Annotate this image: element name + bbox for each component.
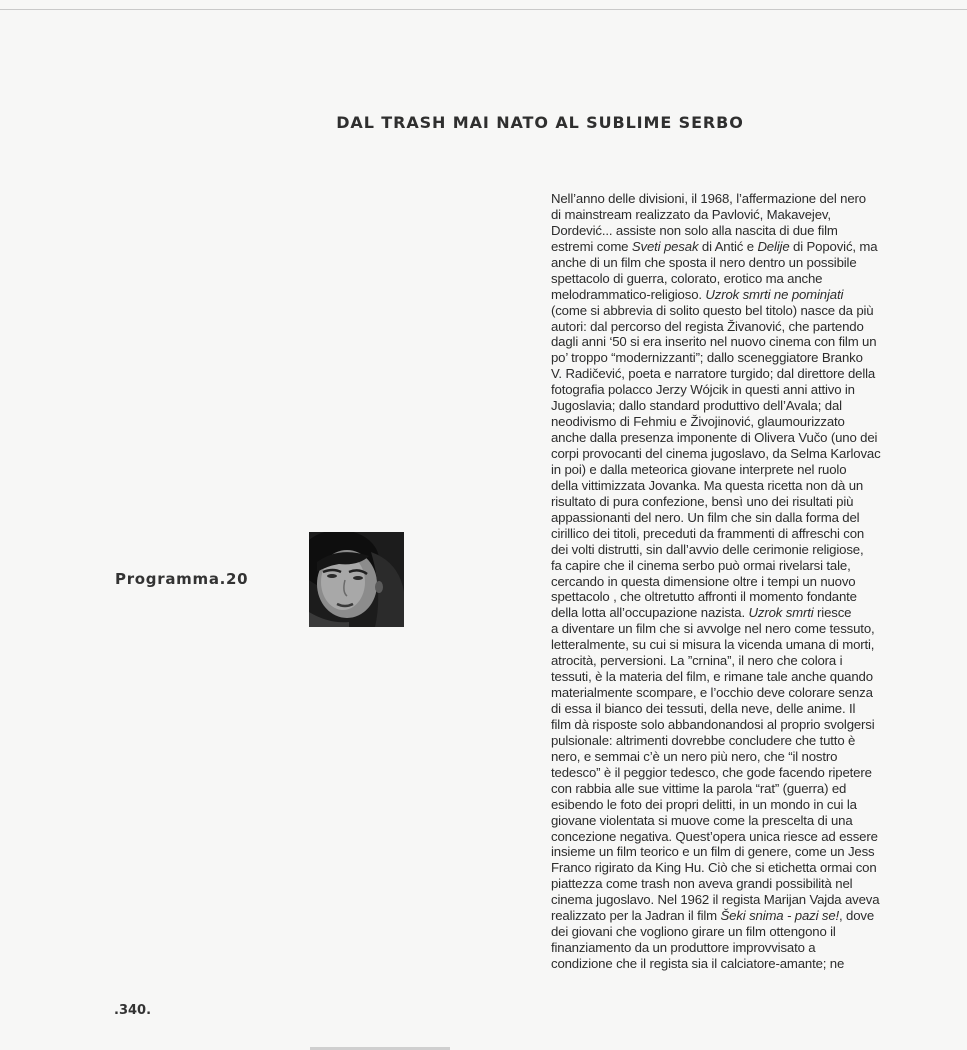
text-run: dagli anni ‘50 si era inserito nel nuovo cinema con film un	[551, 334, 877, 350]
text-run: insieme un film teorico e un film di genere, come un Jess	[551, 844, 875, 860]
text-run: spettacolo di guerra, colorato, erotico ma anche	[551, 270, 823, 286]
body-line	[551, 255, 896, 271]
body-line	[551, 637, 896, 653]
text-run: della vittimizzata Jovanka. Ma questa ricetta non dà un	[551, 477, 864, 493]
text-run: cercando in questa dimensione oltre i tempi un nuovo	[551, 573, 856, 589]
text-run: (come si abbrevia di solito questo bel titolo) nasce da più	[551, 302, 874, 318]
body-line	[551, 685, 896, 701]
text-run: giovane violentata si muove come la prescelta di una	[551, 812, 853, 828]
text-run: nero, e semmai c’è un nero più nero, che “il nostro	[551, 748, 838, 764]
body-line	[551, 223, 896, 239]
body-line	[551, 749, 896, 765]
text-run: piattezza come trash non aveva grandi possibilità nel	[551, 876, 853, 892]
body-line	[551, 430, 896, 446]
text-run: condizione che il regista sia il calciatore-amante; ne	[551, 956, 845, 971]
body-line	[551, 239, 896, 255]
body-line	[551, 319, 896, 335]
text-run: , dove	[839, 908, 875, 924]
body-line	[551, 844, 896, 860]
text-run: spettacolo , che oltretutto affronti il momento fondante	[551, 589, 857, 605]
body-line	[551, 191, 896, 207]
text-run: in poi) e dalla meteorica giovane interprete nel ruolo	[551, 461, 847, 477]
body-line	[551, 558, 896, 574]
program-label: Programma.20	[115, 570, 249, 588]
text-run: con rabbia alle sue vittime la parola “rat” (guerra) ed	[551, 780, 847, 796]
text-run: melodrammatico-religioso.	[551, 286, 706, 302]
article-body	[551, 191, 896, 972]
body-line	[551, 797, 896, 813]
page-number: .340.	[114, 1003, 152, 1018]
italic-title-run: Uzrok smrti	[748, 605, 814, 621]
text-run: film dà risposte solo abbandonandosi al proprio svolgersi	[551, 716, 875, 732]
body-line	[551, 765, 896, 781]
text-run: esibendo le foto dei propri delitti, in un mondo in cui la	[551, 796, 857, 812]
text-run: autori: dal percorso del regista Živanović, che partendo	[551, 318, 864, 334]
text-run: Nell’anno delle divisioni, il 1968, l’affermazione del nero	[551, 191, 866, 206]
body-line	[551, 350, 896, 366]
body-line	[551, 653, 896, 669]
text-run: Franco rigirato da King Hu. Ciò che si etichetta ormai con	[551, 860, 877, 876]
text-run: po’ troppo “modernizzanti”; dallo sceneggiatore Branko	[551, 350, 863, 366]
text-run: risultato di pura confezione, bensì uno dei risultati più	[551, 493, 854, 509]
body-line	[551, 398, 896, 414]
italic-title-run: Delije	[757, 238, 790, 254]
body-line	[551, 542, 896, 558]
body-line	[551, 829, 896, 845]
top-rule	[0, 9, 967, 10]
body-line	[551, 892, 896, 908]
body-line	[551, 860, 896, 876]
body-line	[551, 526, 896, 542]
text-run: letteralmente, su cui si misura la vicenda umana di morti,	[551, 637, 875, 653]
text-run: concezione negativa. Quest’opera unica riesce ad essere	[551, 828, 878, 844]
text-run: tessuti, è la materia del film, e rimane tale anche quando	[551, 669, 873, 685]
text-run: cinema jugoslavo. Nel 1962 il regista Marijan Vajda aveva	[551, 892, 880, 908]
body-line	[551, 574, 896, 590]
body-line	[551, 462, 896, 478]
body-line	[551, 207, 896, 223]
body-line	[551, 813, 896, 829]
body-line	[551, 414, 896, 430]
body-line	[551, 876, 896, 892]
body-line	[551, 382, 896, 398]
text-run: fa capire che il cinema serbo può ormai rivelarsi tale,	[551, 557, 851, 573]
text-run: anche di un film che sposta il nero dentro un possibile	[551, 254, 857, 270]
text-run: atrocità, perversioni. La ”crnina”, il nero che colora i	[551, 653, 843, 669]
text-run: fotografia polacco Jerzy Wójcik in questi anni attivo in	[551, 382, 855, 398]
text-run: finanziamento da un produttore improvvisato a	[551, 940, 816, 956]
body-line	[551, 940, 896, 956]
article-title: DAL TRASH MAI NATO AL SUBLIME SERBO	[336, 113, 744, 132]
italic-title-run: Uzrok smrti ne pominjati	[705, 286, 844, 302]
text-run: corpi provocanti del cinema jugoslavo, da Selma Karlovac	[551, 446, 881, 461]
text-run: riesce	[813, 605, 852, 621]
text-run: Dordević... assiste non solo alla nascita di due film	[551, 222, 838, 238]
body-line	[551, 446, 896, 462]
body-line	[551, 717, 896, 733]
film-still-photo	[309, 532, 404, 627]
text-run: della lotta all’occupazione nazista.	[551, 605, 749, 621]
text-run: di mainstream realizzato da Pavlović, Makavejev,	[551, 206, 831, 222]
body-line	[551, 605, 896, 621]
body-line	[551, 956, 896, 972]
text-run: anche dalla presenza imponente di Olivera Vučo (uno dei	[551, 430, 878, 446]
text-run: cirillico dei titoli, preceduti da frammenti di affreschi con	[551, 525, 865, 541]
text-run: tedesco” è il peggior tedesco, che gode facendo ripetere	[551, 764, 872, 780]
italic-title-run: Sveti pesak	[631, 238, 699, 254]
text-run: Jugoslavia; dallo standard produttivo dell’Avala; dal	[551, 398, 842, 414]
text-run: a diventare un film che si avvolge nel nero come tessuto,	[551, 621, 875, 637]
body-line	[551, 589, 896, 605]
text-run: dei giovani che vogliono girare un film ottengono il	[551, 924, 836, 940]
body-line	[551, 908, 896, 924]
body-line	[551, 781, 896, 797]
text-run: realizzato per la Jadran il film	[551, 908, 721, 924]
text-run: appassionanti del nero. Un film che sin dalla forma del	[551, 509, 860, 525]
text-run: materialmente scompare, e l’occhio deve colorare senza	[551, 685, 873, 701]
body-line	[551, 334, 896, 350]
body-line	[551, 924, 896, 940]
body-line	[551, 733, 896, 749]
text-run: estremi come	[551, 238, 632, 254]
body-line	[551, 303, 896, 319]
body-line	[551, 494, 896, 510]
body-line	[551, 478, 896, 494]
body-line	[551, 669, 896, 685]
text-run: pulsionale: altrimenti dovrebbe concludere che tutto è	[551, 732, 856, 748]
body-line	[551, 366, 896, 382]
body-line	[551, 701, 896, 717]
body-line	[551, 510, 896, 526]
text-run: neodivismo di Fehmiu e Živojinović, glaumourizzato	[551, 414, 845, 430]
text-run: di Antić e	[698, 238, 758, 254]
body-line	[551, 287, 896, 303]
text-run: di Popović, ma	[789, 238, 878, 254]
text-run: di essa il bianco dei tessuti, della neve, delle anime. Il	[551, 701, 856, 716]
body-line	[551, 271, 896, 287]
body-line	[551, 621, 896, 637]
text-run: V. Radičević, poeta e narratore turgido; dal direttore della	[551, 366, 876, 382]
text-run: dei volti distrutti, sin dall’avvio delle cerimonie religiose,	[551, 541, 864, 557]
italic-title-run: Šeki snima - pazi se!	[720, 908, 840, 924]
